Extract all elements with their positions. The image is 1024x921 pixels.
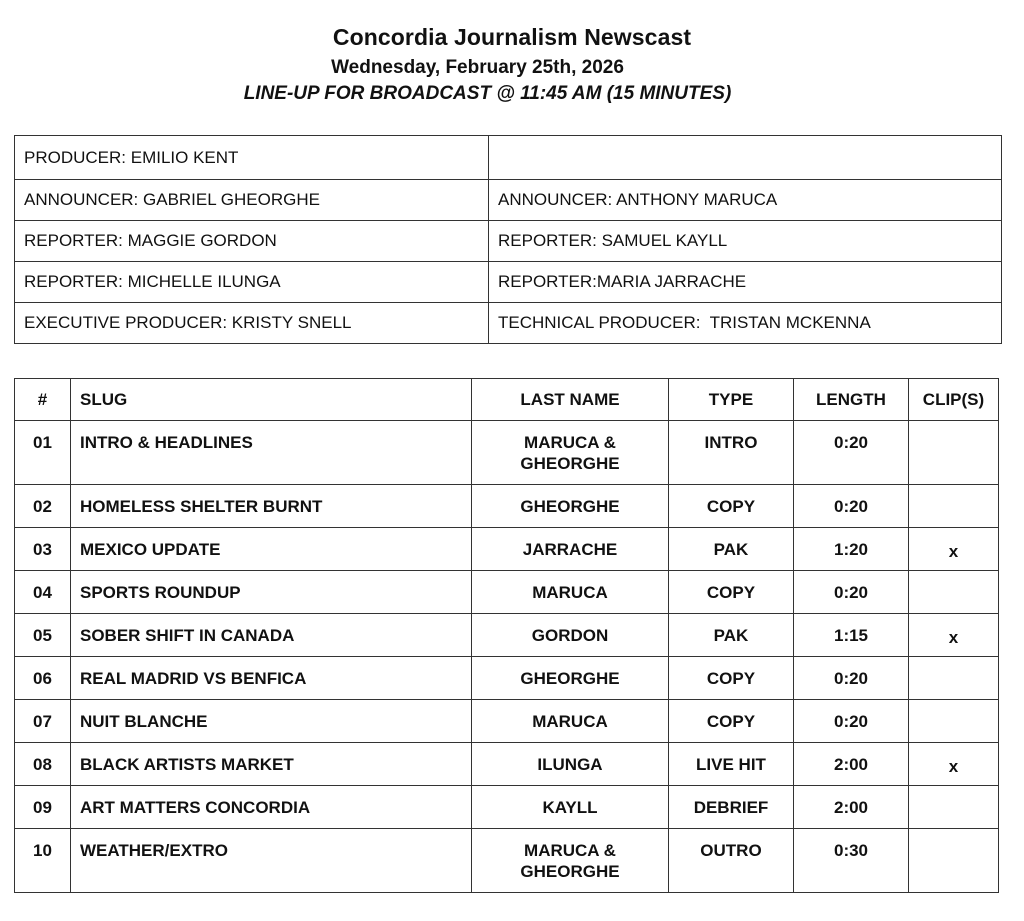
item-length: 1:20 <box>794 528 909 571</box>
item-slug: INTRO & HEADLINES <box>71 421 472 485</box>
crew-cell-reporter-4: REPORTER:MARIA JARRACHE <box>489 262 1002 303</box>
crew-row <box>15 136 1002 180</box>
rundown-row <box>15 421 999 485</box>
column-header-last-name: LAST NAME <box>472 379 669 421</box>
item-length: 0:20 <box>794 571 909 614</box>
last-name-line: MARUCA & <box>524 841 616 860</box>
crew-cell-reporter-2: REPORTER: SAMUEL KAYLL <box>489 221 1002 262</box>
item-length: 2:00 <box>794 743 909 786</box>
item-type: DEBRIEF <box>669 786 794 829</box>
crew-table <box>14 135 1002 344</box>
rundown-row <box>15 700 999 743</box>
item-slug: SPORTS ROUNDUP <box>71 571 472 614</box>
item-clip <box>909 786 999 829</box>
item-slug: REAL MADRID VS BENFICA <box>71 657 472 700</box>
rundown-row <box>15 485 999 528</box>
item-clip <box>909 528 999 571</box>
rundown-row <box>15 743 999 786</box>
column-header-clips: CLIP(S) <box>909 379 999 421</box>
item-type: LIVE HIT <box>669 743 794 786</box>
crew-row <box>15 303 1002 344</box>
item-clip <box>909 700 999 743</box>
item-number: 01 <box>15 421 71 485</box>
item-type: PAK <box>669 614 794 657</box>
crew-row <box>15 262 1002 303</box>
column-header-length: LENGTH <box>794 379 909 421</box>
item-number: 06 <box>15 657 71 700</box>
last-name-line: MARUCA & <box>524 433 616 452</box>
last-name-line: GHEORGHE <box>520 862 620 881</box>
item-number: 09 <box>15 786 71 829</box>
item-clip <box>909 571 999 614</box>
item-type: COPY <box>669 657 794 700</box>
item-length: 0:30 <box>794 829 909 893</box>
clip-marker: x <box>948 628 959 647</box>
rundown-header-row <box>15 379 999 421</box>
item-type: COPY <box>669 571 794 614</box>
item-number: 10 <box>15 829 71 893</box>
document-title: Concordia Journalism Newscast <box>332 24 692 50</box>
item-clip <box>909 657 999 700</box>
item-clip <box>909 829 999 893</box>
item-type: COPY <box>669 485 794 528</box>
rundown-row <box>15 786 999 829</box>
item-last-name: MARUCA <box>472 700 669 743</box>
item-number: 02 <box>15 485 71 528</box>
crew-cell-executive-producer: EXECUTIVE PRODUCER: KRISTY SNELL <box>15 303 489 344</box>
item-last-name: KAYLL <box>472 786 669 829</box>
clip-marker: x <box>948 542 959 561</box>
crew-cell-announcer-1: ANNOUNCER: GABRIEL GHEORGHE <box>15 180 489 221</box>
item-number: 04 <box>15 571 71 614</box>
rundown-row <box>15 528 999 571</box>
crew-cell-producer: PRODUCER: EMILIO KENT <box>15 136 489 180</box>
item-length: 0:20 <box>794 700 909 743</box>
crew-row <box>15 221 1002 262</box>
item-slug: ART MATTERS CONCORDIA <box>71 786 472 829</box>
item-type: INTRO <box>669 421 794 485</box>
item-clip <box>909 614 999 657</box>
item-slug: HOMELESS SHELTER BURNT <box>71 485 472 528</box>
crew-cell-reporter-3: REPORTER: MICHELLE ILUNGA <box>15 262 489 303</box>
item-number: 07 <box>15 700 71 743</box>
item-length: 0:20 <box>794 657 909 700</box>
item-clip <box>909 485 999 528</box>
item-last-name: ILUNGA <box>472 743 669 786</box>
item-clip <box>909 743 999 786</box>
rundown-row <box>15 657 999 700</box>
item-length: 1:15 <box>794 614 909 657</box>
clip-marker: x <box>948 757 959 776</box>
item-slug: MEXICO UPDATE <box>71 528 472 571</box>
item-slug: NUIT BLANCHE <box>71 700 472 743</box>
item-slug: BLACK ARTISTS MARKET <box>71 743 472 786</box>
last-name-line: GHEORGHE <box>520 454 620 473</box>
rundown-row <box>15 614 999 657</box>
item-number: 08 <box>15 743 71 786</box>
item-last-name: GORDON <box>472 614 669 657</box>
item-last-name: GHEORGHE <box>472 485 669 528</box>
crew-cell-announcer-2: ANNOUNCER: ANTHONY MARUCA <box>489 180 1002 221</box>
column-header-type: TYPE <box>669 379 794 421</box>
item-length: 2:00 <box>794 786 909 829</box>
item-last-name: JARRACHE <box>472 528 669 571</box>
column-header-slug: SLUG <box>71 379 472 421</box>
crew-cell-technical-producer: TECHNICAL PRODUCER: TRISTAN MCKENNA <box>489 303 1002 344</box>
item-clip <box>909 421 999 485</box>
rundown-row <box>15 571 999 614</box>
crew-row <box>15 180 1002 221</box>
item-length: 0:20 <box>794 421 909 485</box>
item-number: 03 <box>15 528 71 571</box>
item-last-name <box>472 829 669 893</box>
item-type: OUTRO <box>669 829 794 893</box>
item-type: COPY <box>669 700 794 743</box>
lineup-heading: LINE-UP FOR BROADCAST @ 11:45 AM (15 MINUTES) <box>243 83 732 104</box>
column-header-number: # <box>15 379 71 421</box>
broadcast-date: Wednesday, February 25th, 2026 <box>331 57 624 78</box>
rundown-row <box>15 829 999 893</box>
item-length: 0:20 <box>794 485 909 528</box>
item-type: PAK <box>669 528 794 571</box>
item-last-name: MARUCA <box>472 571 669 614</box>
rundown-table <box>14 378 999 893</box>
crew-cell-reporter-1: REPORTER: MAGGIE GORDON <box>15 221 489 262</box>
crew-cell-empty <box>489 136 1002 180</box>
item-slug: WEATHER/EXTRO <box>71 829 472 893</box>
item-slug: SOBER SHIFT IN CANADA <box>71 614 472 657</box>
item-last-name: GHEORGHE <box>472 657 669 700</box>
item-number: 05 <box>15 614 71 657</box>
item-last-name <box>472 421 669 485</box>
